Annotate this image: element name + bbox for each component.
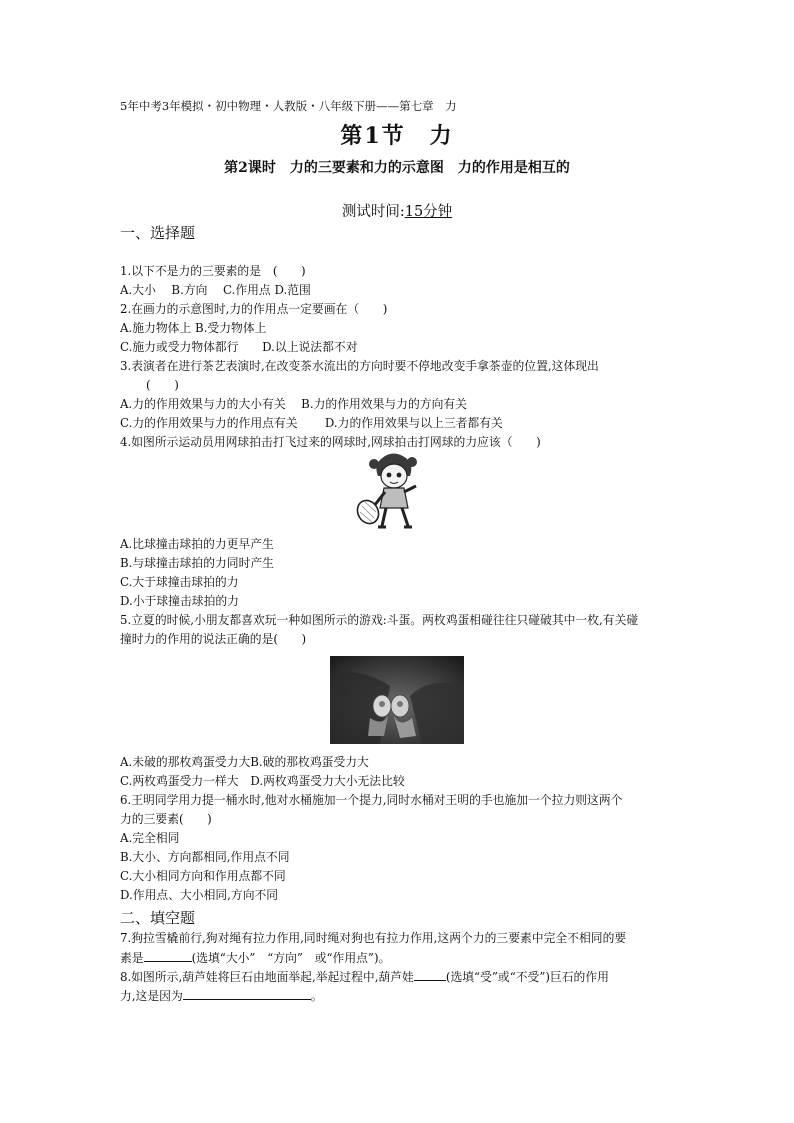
q5-line2: 撞时力的作用的说法正确的是( ) xyxy=(120,632,307,646)
q8-line2 xyxy=(120,987,323,1004)
legs xyxy=(382,508,408,526)
q7-line1: 7.狗拉雪橇前行,狗对绳有拉力作用,同时绳对狗也有拉力作用,这两个力的三要素中完全不相同的要 xyxy=(120,931,627,945)
q4-option-c: C.大于球撞击球拍的力 xyxy=(120,575,239,589)
q2-stem: 2.在画力的示意图时,力的作用点一定要画在（ ) xyxy=(120,302,388,316)
q8-answer-blank-2[interactable] xyxy=(183,987,311,1000)
q7-answer-blank[interactable] xyxy=(144,949,192,962)
q4-option-a: A.比球撞击球拍的力更早产生 xyxy=(120,537,274,551)
q8-line2-pre: 力,这是因为 xyxy=(120,989,183,1003)
tennis-player-figure xyxy=(352,450,434,532)
q3-options-ab: A.力的作用效果与力的大小有关 B.力的作用效果与力的方向有关 xyxy=(120,397,467,411)
q4-option-d: D.小于球撞击球拍的力 xyxy=(120,594,239,608)
lesson-subtitle: 第2课时 力的三要素和力的示意图 力的作用是相互的 xyxy=(224,160,570,176)
q5-options-ab: A.未破的那枚鸡蛋受力大B.破的那枚鸡蛋受力大 xyxy=(120,755,369,769)
q3-stem: 3.表演者在进行茶艺表演时,在改变茶水流出的方向时要不停地改变手拿茶壶的位置,这体现出 xyxy=(120,359,599,373)
test-time-value: 15分钟 xyxy=(404,204,453,220)
q5-options-cd: C.两枚鸡蛋受力一样大 D.两枚鸡蛋受力大小无法比较 xyxy=(120,774,405,788)
q6-option-c: C.大小相同方向和作用点都不同 xyxy=(120,869,286,883)
q8-line1-post: (选填“受”或“不受”)巨石的作用 xyxy=(445,970,609,984)
q7-line2-pre: 素是 xyxy=(120,951,144,965)
q6-option-d: D.作用点、大小相同,方向不同 xyxy=(120,888,279,902)
q4-option-b: B.与球撞击球拍的力同时产生 xyxy=(120,556,274,570)
test-time xyxy=(0,200,794,221)
q8-line1-pre: 8.如图所示,葫芦娃将巨石由地面举起,举起过程中,葫芦娃 xyxy=(120,970,414,984)
hair-bun-left xyxy=(369,459,379,469)
q3-paren: ( ) xyxy=(146,378,179,392)
q6-line2: 力的三要素( ) xyxy=(120,812,212,826)
face xyxy=(381,464,407,488)
hair-bun-right xyxy=(407,457,417,467)
egg-fight-photo xyxy=(330,656,464,744)
q4-stem: 4.如图所示运动员用网球拍击打飞过来的网球时,网球拍击打网球的力应该（ ) xyxy=(120,435,541,449)
q6-option-a: A.完全相同 xyxy=(120,831,180,845)
section-fill-heading: 二、填空题 xyxy=(120,909,196,927)
running-header: 5年中考3年模拟・初中物理・人教版・八年级下册——第七章 力 xyxy=(120,99,457,113)
q2-options-cd: C.施力或受力物体都行 D.以上说法都不对 xyxy=(120,340,358,354)
section-choice-heading: 一、选择题 xyxy=(120,224,196,242)
section-title: 第1节 力 xyxy=(340,123,454,149)
q8-answer-blank-1[interactable] xyxy=(414,968,446,981)
q7-line2-post: (选填“大小” “方向” 或“作用点”)。 xyxy=(191,951,391,965)
test-time-label: 测试时间: xyxy=(341,204,405,220)
q8-line2-post: 。 xyxy=(310,989,323,1003)
q1-stem: 1.以下不是力的三要素的是 ( ) xyxy=(120,264,306,278)
q1-options: A.大小 B.方向 C.作用点 D.范围 xyxy=(120,283,311,297)
q8-line1 xyxy=(120,968,609,985)
q3-options-cd: C.力的作用效果与力的作用点有关 D.力的作用效果与以上三者都有关 xyxy=(120,416,503,430)
q2-options-ab: A.施力物体上 B.受力物体上 xyxy=(120,321,267,335)
q6-option-b: B.大小、方向都相同,作用点不同 xyxy=(120,850,290,864)
q7-line2 xyxy=(120,949,390,966)
q5-line1: 5.立夏的时候,小朋友都喜欢玩一种如图所示的游戏:斗蛋。两枚鸡蛋相碰往往只碰破其中一枚,有关碰 xyxy=(120,613,639,627)
q6-line1: 6.王明同学用力提一桶水时,他对水桶施加一个提力,同时水桶对王明的手也施加一个拉力则这两个 xyxy=(120,793,623,807)
